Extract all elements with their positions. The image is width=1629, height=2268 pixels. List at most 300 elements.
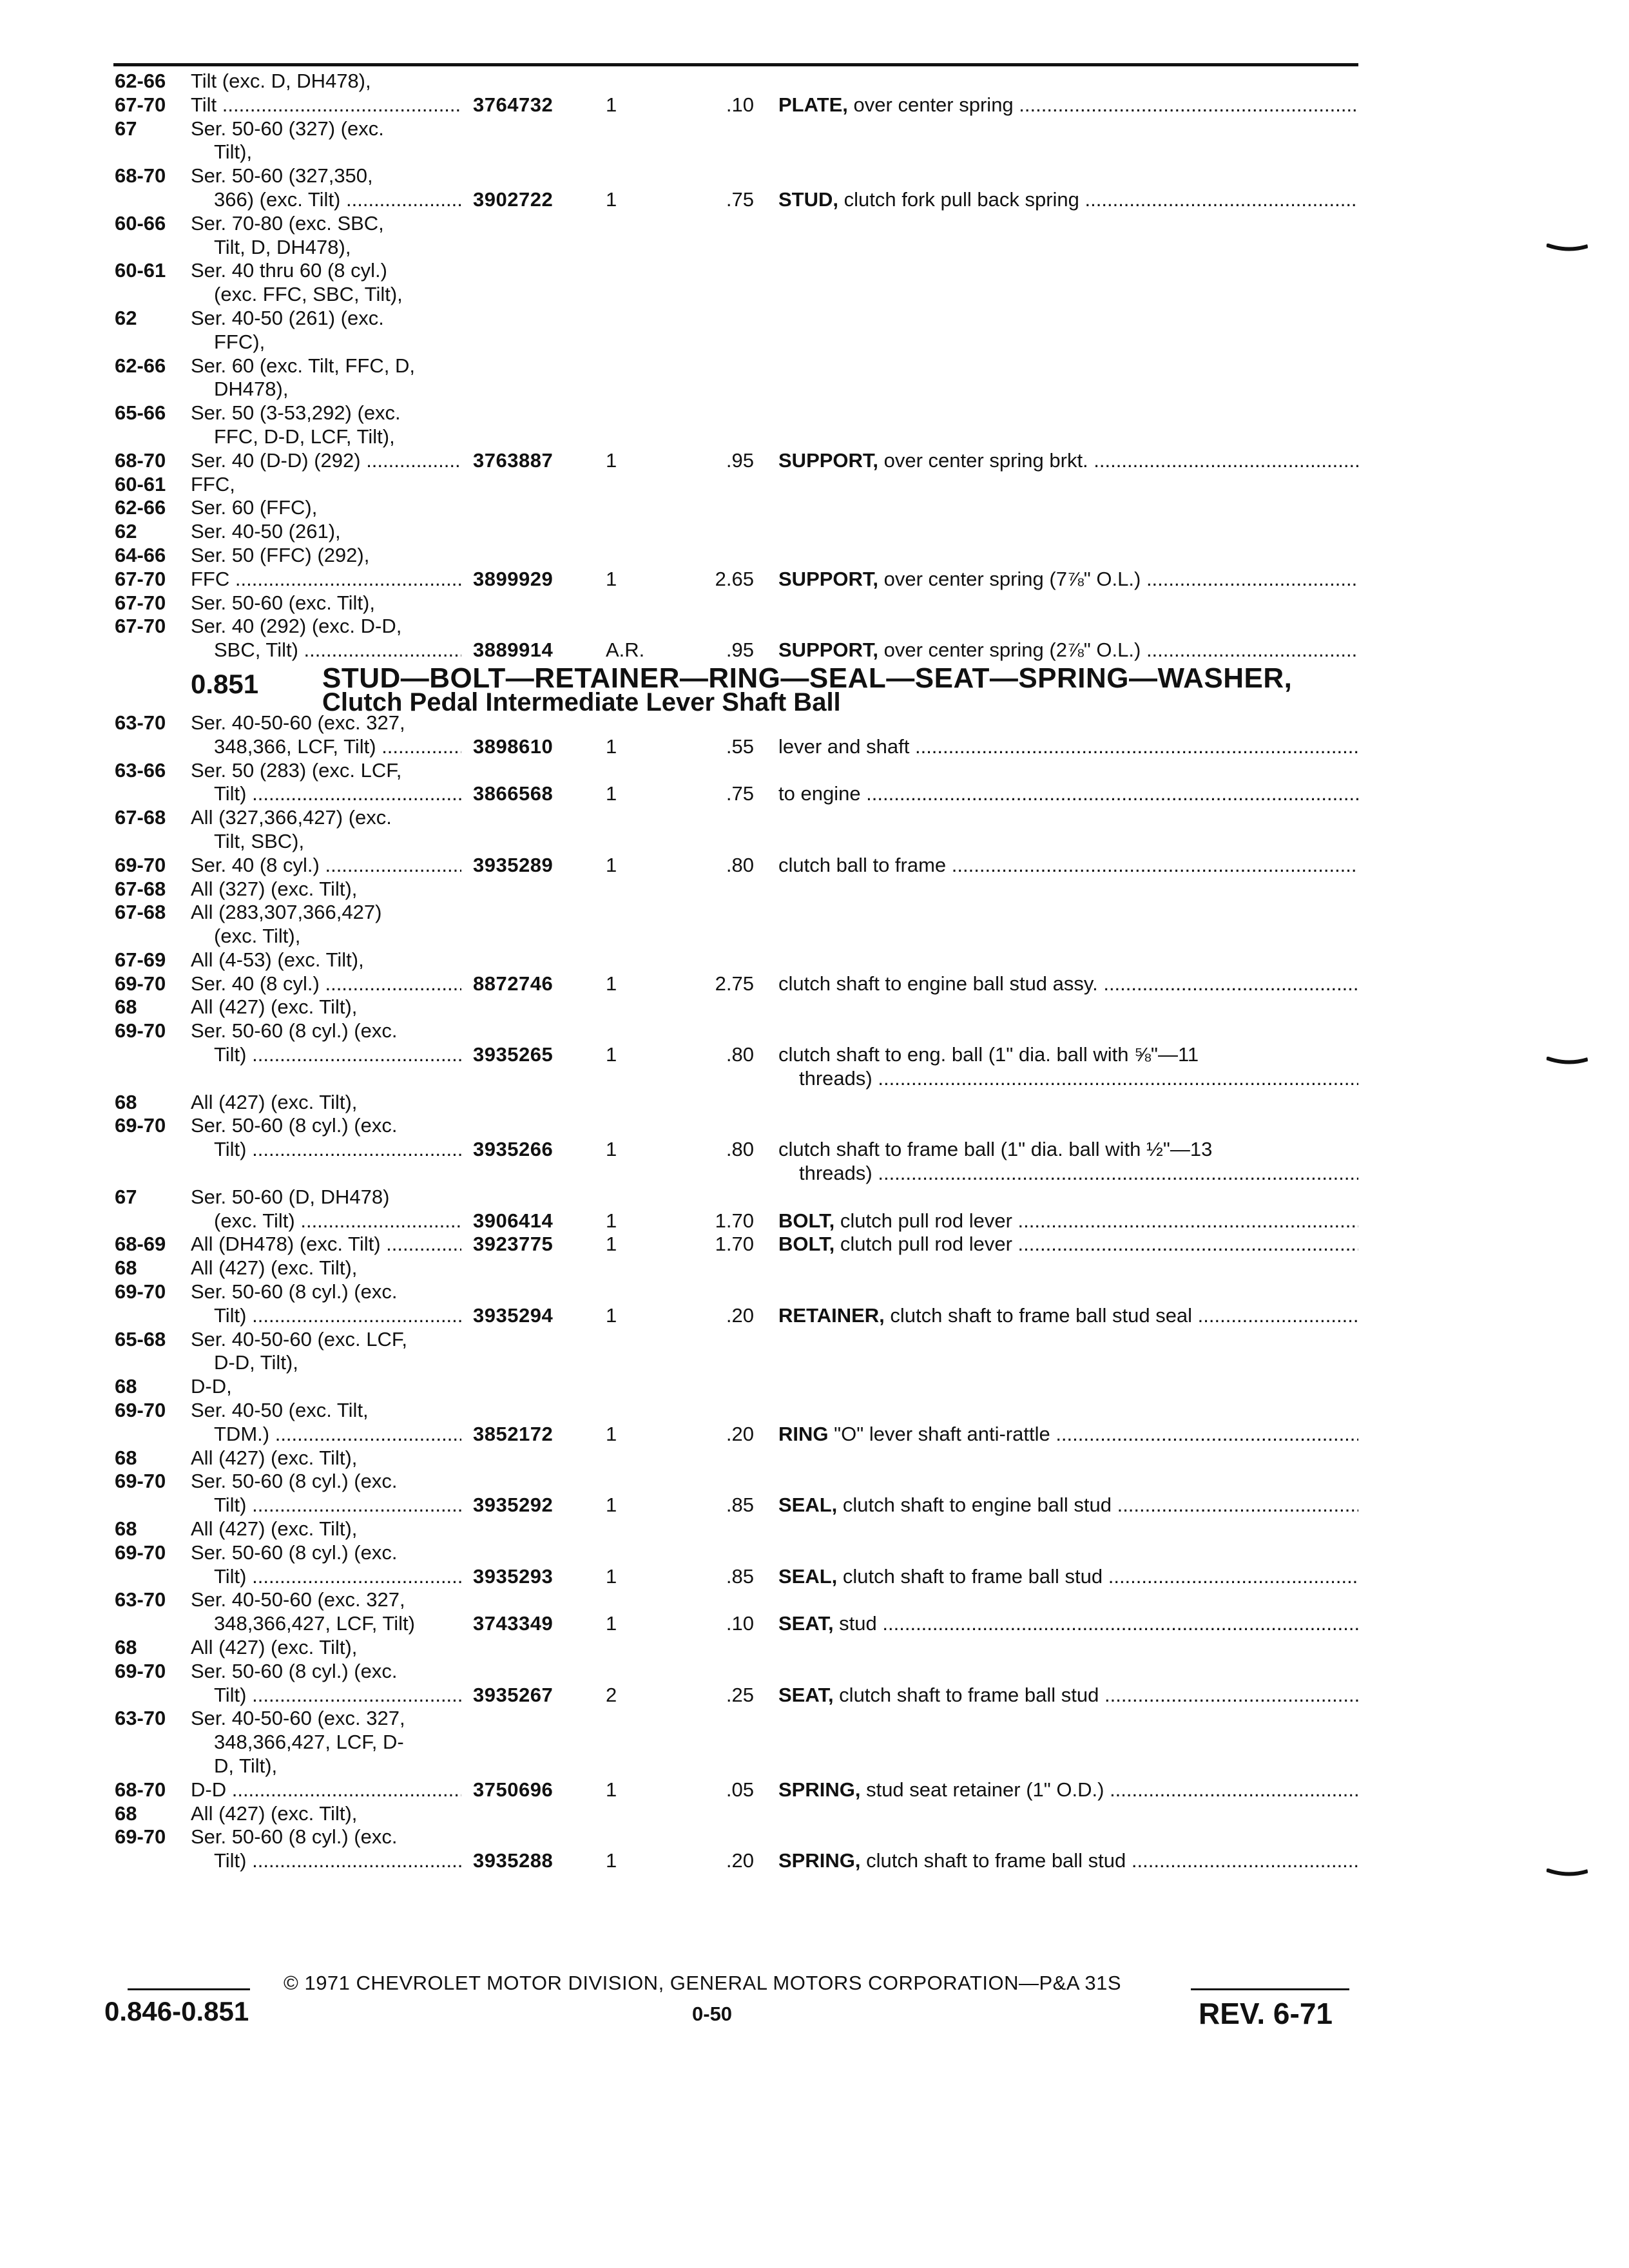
part-number: 3764732: [473, 93, 554, 116]
quantity: 1: [606, 1138, 617, 1161]
table-row: [0, 425, 1629, 449]
footer-copyright: © 1971 CHEVROLET MOTOR DIVISION, GENERAL MOTORS CORPORATION—P&A 31S: [284, 1972, 1122, 1994]
table-row: [0, 1470, 1629, 1494]
description-noun: SUPPORT,: [778, 448, 879, 472]
price: .10: [726, 1612, 754, 1635]
table-row: [0, 1802, 1629, 1826]
table-row: [0, 1091, 1629, 1115]
table-row: [0, 1280, 1629, 1304]
description-text: threads) .....: [799, 1067, 1358, 1090]
description: [778, 854, 1358, 878]
table-row: [0, 93, 1629, 117]
application: Tilt),: [214, 140, 253, 164]
table-row: [0, 1423, 1629, 1446]
description: [778, 1494, 1358, 1517]
model-years: 62-66: [115, 70, 166, 92]
table-row: [0, 1660, 1629, 1684]
table-row: [0, 972, 1629, 996]
part-number: 3923775: [473, 1233, 554, 1256]
description: [778, 449, 1358, 473]
table-row: [0, 711, 1629, 735]
part-number: 3935293: [473, 1564, 554, 1588]
model-years: 69-70: [115, 853, 166, 876]
table-row: [0, 1565, 1629, 1589]
price: 2.75: [715, 972, 754, 995]
model-years: 67-69: [115, 948, 166, 971]
model-years: 68: [115, 1375, 137, 1398]
table-row: [0, 236, 1629, 260]
description-text: clutch pull rod lever .....: [834, 1233, 1358, 1255]
table-row: [0, 1707, 1629, 1731]
part-number: 3935292: [473, 1494, 554, 1517]
model-years: 68: [115, 1446, 137, 1469]
model-years: 67: [115, 117, 137, 140]
application: Ser. 50 (FFC) (292),: [191, 543, 370, 566]
description: [778, 1233, 1358, 1256]
application: Ser. 50-60 (8 cyl.) (exc.: [191, 1825, 398, 1849]
description: [778, 93, 1358, 117]
table-row: [0, 520, 1629, 544]
quantity: 1: [606, 187, 617, 211]
description-text: to engine .....: [778, 782, 1358, 805]
parts-list: [0, 70, 1629, 1873]
table-row: [0, 259, 1629, 283]
model-years: 69-70: [115, 1470, 166, 1493]
table-row: [0, 1825, 1629, 1849]
application: All (283,307,366,427): [191, 901, 382, 924]
table-row: [0, 1778, 1629, 1802]
table-row: [0, 1138, 1629, 1162]
application: Tilt) .....: [214, 782, 461, 806]
application: Tilt) .....: [214, 1565, 461, 1589]
part-number: 3902722: [473, 187, 554, 211]
section-heading: [0, 662, 1629, 716]
model-years: 67: [115, 1185, 137, 1208]
table-row: [0, 1043, 1629, 1067]
model-years: 69-70: [115, 1280, 166, 1303]
quantity: 2: [606, 1683, 617, 1706]
application: TDM.) .....: [214, 1423, 461, 1446]
quantity: 1: [606, 1849, 617, 1872]
application: All (427) (exc. Tilt),: [191, 1090, 358, 1113]
quantity: 1: [606, 782, 617, 805]
application: All (427) (exc. Tilt),: [191, 1636, 358, 1658]
price: 2.65: [715, 567, 754, 590]
application: 348,366,427, LCF, Tilt): [214, 1612, 415, 1635]
model-years: 69-70: [115, 972, 166, 995]
description-text: stud .....: [834, 1612, 1358, 1635]
application: Tilt, D, DH478),: [214, 235, 351, 258]
application: FFC),: [214, 330, 265, 353]
model-years: 60-61: [115, 472, 166, 495]
description-text: "O" lever shaft anti-rattle .....: [829, 1423, 1359, 1445]
table-row: [0, 1849, 1629, 1873]
description-text: over center spring (7⅞" O.L.) .....: [878, 568, 1358, 590]
model-years: 68: [115, 1636, 137, 1658]
application: FFC,: [191, 472, 235, 495]
price: .55: [726, 735, 754, 758]
table-row: [0, 1067, 1629, 1091]
description-text: clutch ball to frame .....: [778, 854, 1358, 876]
quantity: 1: [606, 448, 617, 472]
quantity: 1: [606, 1043, 617, 1066]
part-number: 3889914: [473, 639, 554, 662]
price: .75: [726, 187, 754, 211]
description: [778, 782, 1358, 806]
application: Ser. 50-60 (8 cyl.) (exc.: [191, 1470, 398, 1493]
description-noun: STUD,: [778, 187, 838, 211]
table-row: [0, 1019, 1629, 1043]
application: Ser. 50-60 (8 cyl.) (exc.: [191, 1280, 398, 1303]
model-years: 69-70: [115, 1114, 166, 1137]
description: [778, 1684, 1358, 1707]
quantity: 1: [606, 1303, 617, 1327]
description-noun: PLATE,: [778, 93, 848, 116]
table-row: [0, 639, 1629, 662]
section-subtitle: Clutch Pedal Intermediate Lever Shaft Ball: [322, 687, 841, 716]
model-years: 60-66: [115, 211, 166, 235]
table-row: [0, 759, 1629, 783]
table-row: [0, 568, 1629, 591]
table-row: [0, 140, 1629, 164]
table-row: [0, 1375, 1629, 1399]
application: Ser. 40 (292) (exc. D-D,: [191, 615, 402, 638]
application: Ser. 50-60 (8 cyl.) (exc.: [191, 1114, 398, 1137]
application: Ser. 40 (D-D) (292) .....: [191, 449, 461, 473]
footer-rule-left: [128, 1988, 250, 1990]
price: .25: [726, 1683, 754, 1706]
model-years: 68-70: [115, 164, 166, 187]
model-years: 62: [115, 520, 137, 543]
model-years: 67-70: [115, 615, 166, 638]
model-years: 68: [115, 1517, 137, 1541]
description-text: clutch shaft to frame ball stud seal .....: [885, 1304, 1358, 1327]
quantity: 1: [606, 735, 617, 758]
price: .75: [726, 782, 754, 805]
application: 348,366,427, LCF, D-: [214, 1731, 404, 1754]
price: .85: [726, 1494, 754, 1517]
table-row: [0, 1731, 1629, 1754]
price: .85: [726, 1564, 754, 1588]
application: D-D .....: [191, 1778, 461, 1802]
part-number: 8872746: [473, 972, 554, 995]
description: [778, 1612, 1358, 1636]
description-text: clutch shaft to frame ball (1" dia. ball with ½"—13: [778, 1138, 1213, 1161]
model-years: 60-61: [115, 259, 166, 282]
description-text: stud seat retainer (1" O.D.) .....: [860, 1778, 1358, 1801]
footer-section-range: 0.846-0.851: [104, 1996, 249, 2026]
part-number: 3935294: [473, 1303, 554, 1327]
model-years: 68: [115, 1802, 137, 1825]
application: 348,366, LCF, Tilt) .....: [214, 735, 461, 759]
application: Tilt .....: [191, 93, 461, 117]
quantity: 1: [606, 1564, 617, 1588]
table-row: [0, 735, 1629, 759]
description-noun: SUPPORT,: [778, 639, 879, 662]
application: Tilt) .....: [214, 1043, 461, 1067]
description: [778, 1209, 1358, 1233]
section-code: 0.851: [191, 668, 259, 699]
part-number: 3898610: [473, 735, 554, 758]
description: [778, 1138, 1358, 1162]
table-row: [0, 164, 1629, 188]
description: [778, 972, 1358, 996]
part-number: 3906414: [473, 1209, 554, 1232]
model-years: 67-68: [115, 901, 166, 924]
application: All (427) (exc. Tilt),: [191, 1256, 358, 1280]
application: Ser. 40-50 (exc. Tilt,: [191, 1399, 369, 1422]
model-years: 65-68: [115, 1327, 166, 1350]
application: Ser. 50-60 (327) (exc.: [191, 117, 384, 140]
application: (exc. FFC, SBC, Tilt),: [214, 283, 403, 306]
description: [778, 735, 1358, 759]
application: All (4-53) (exc. Tilt),: [191, 948, 364, 971]
table-row: [0, 1541, 1629, 1565]
edge-tab-mark: [1547, 1057, 1588, 1063]
part-number: 3935267: [473, 1683, 554, 1706]
application: Tilt) .....: [214, 1138, 461, 1162]
description-continued: [799, 1067, 1358, 1091]
model-years: 63-70: [115, 1588, 166, 1611]
description-noun: SEAL,: [778, 1564, 838, 1588]
application: All (DH478) (exc. Tilt) .....: [191, 1233, 461, 1256]
table-row: [0, 615, 1629, 639]
application: D-D,: [191, 1375, 232, 1398]
model-years: 69-70: [115, 1541, 166, 1564]
model-years: 69-70: [115, 1659, 166, 1682]
application: DH478),: [214, 378, 289, 401]
table-row: [0, 307, 1629, 331]
application: Tilt) .....: [214, 1304, 461, 1328]
description-noun: RETAINER,: [778, 1303, 885, 1327]
edge-tab-mark: [1547, 244, 1588, 250]
application: Ser. 40-50-60 (exc. 327,: [191, 1588, 405, 1611]
application: All (427) (exc. Tilt),: [191, 995, 358, 1019]
model-years: 63-70: [115, 711, 166, 734]
part-number: 3743349: [473, 1612, 554, 1635]
model-years: 68-70: [115, 448, 166, 472]
quantity: 1: [606, 567, 617, 590]
part-number: 3852172: [473, 1422, 554, 1445]
price: .95: [726, 639, 754, 662]
model-years: 69-70: [115, 1825, 166, 1849]
footer-page-number: 0-50: [692, 2003, 733, 2025]
model-years: 68-70: [115, 1778, 166, 1801]
model-years: 67-70: [115, 93, 166, 116]
description: [778, 1423, 1358, 1446]
price: .80: [726, 1043, 754, 1066]
application: Ser. 40-50 (261),: [191, 520, 341, 543]
table-row: [0, 544, 1629, 568]
model-years: 67-68: [115, 806, 166, 829]
part-number: 3935289: [473, 853, 554, 876]
table-row: [0, 1636, 1629, 1660]
description-text: clutch shaft to frame ball stud .....: [834, 1684, 1358, 1706]
table-row: [0, 1446, 1629, 1470]
model-years: 67-70: [115, 591, 166, 614]
description-noun: SEAT,: [778, 1612, 834, 1635]
application: Ser. 50-60 (8 cyl.) (exc.: [191, 1541, 398, 1564]
description: [778, 1849, 1358, 1873]
application: Ser. 40-50-60 (exc. LCF,: [191, 1327, 407, 1350]
table-row: [0, 948, 1629, 972]
application: Tilt) .....: [214, 1494, 461, 1517]
application: Ser. 40-50-60 (exc. 327,: [191, 711, 405, 734]
application: Ser. 40-50-60 (exc. 327,: [191, 1707, 405, 1730]
quantity: 1: [606, 1233, 617, 1256]
quantity: 1: [606, 1494, 617, 1517]
table-row: [0, 1754, 1629, 1778]
application: Tilt) .....: [214, 1849, 461, 1873]
application: Ser. 50-60 (327,350,: [191, 164, 373, 187]
application: (exc. Tilt),: [214, 925, 301, 948]
top-rule: [113, 63, 1358, 66]
quantity: 1: [606, 1209, 617, 1232]
description: [778, 1565, 1358, 1589]
table-row: [0, 331, 1629, 354]
description-noun: BOLT,: [778, 1209, 835, 1232]
description-noun: SUPPORT,: [778, 567, 879, 590]
application: Ser. 70-80 (exc. SBC,: [191, 211, 384, 235]
price: 1.70: [715, 1209, 754, 1232]
footer-rule-right: [1191, 1988, 1349, 1990]
model-years: 63-70: [115, 1707, 166, 1730]
table-row: [0, 806, 1629, 830]
description-text: clutch shaft to eng. ball (1" dia. ball with ⅝"—11: [778, 1043, 1199, 1066]
table-row: [0, 354, 1629, 378]
description-noun: RING: [778, 1422, 829, 1445]
application: All (427) (exc. Tilt),: [191, 1446, 358, 1469]
application: Tilt, SBC),: [214, 829, 305, 852]
table-row: [0, 378, 1629, 401]
quantity: 1: [606, 1422, 617, 1445]
description-text: over center spring brkt. .....: [878, 449, 1358, 472]
table-row: [0, 1209, 1629, 1233]
description-text: clutch shaft to engine ball stud assy. .....: [778, 972, 1358, 995]
price: .20: [726, 1422, 754, 1445]
application: D, Tilt),: [214, 1754, 278, 1777]
application: All (427) (exc. Tilt),: [191, 1517, 358, 1541]
table-row: [0, 283, 1629, 307]
table-row: [0, 925, 1629, 948]
table-row: [0, 1256, 1629, 1280]
table-row: [0, 1186, 1629, 1209]
description-text: clutch fork pull back spring .....: [838, 188, 1358, 211]
table-row: [0, 1399, 1629, 1423]
application: Tilt (exc. D, DH478),: [191, 70, 371, 92]
table-row: [0, 473, 1629, 497]
table-row: [0, 1494, 1629, 1517]
model-years: 69-70: [115, 1019, 166, 1043]
table-row: [0, 1517, 1629, 1541]
description: [778, 1304, 1358, 1328]
description: [778, 1043, 1358, 1067]
description-continued: [799, 1162, 1358, 1186]
description-noun: SEAL,: [778, 1494, 838, 1517]
description: [778, 568, 1358, 591]
table-row: [0, 70, 1629, 93]
table-row: [0, 117, 1629, 141]
part-number: 3899929: [473, 567, 554, 590]
application: Ser. 50-60 (8 cyl.) (exc.: [191, 1659, 398, 1682]
footer-revision: REV. 6-71: [1199, 1997, 1333, 2030]
model-years: 62-66: [115, 496, 166, 519]
quantity: 1: [606, 972, 617, 995]
application: (exc. Tilt) .....: [214, 1209, 461, 1233]
quantity: 1: [606, 1612, 617, 1635]
table-row: [0, 1114, 1629, 1138]
description-noun: SPRING,: [778, 1778, 861, 1801]
description-text: threads) .....: [799, 1162, 1358, 1184]
description-noun: BOLT,: [778, 1233, 835, 1256]
description: [778, 1778, 1358, 1802]
description-text: lever and shaft .....: [778, 735, 1358, 758]
table-row: [0, 854, 1629, 878]
part-number: 3750696: [473, 1778, 554, 1801]
table-row: [0, 782, 1629, 806]
table-row: [0, 1588, 1629, 1612]
model-years: 62: [115, 306, 137, 329]
part-number: 3935288: [473, 1849, 554, 1872]
application: Ser. 40 thru 60 (8 cyl.): [191, 259, 387, 282]
part-number: 3763887: [473, 448, 554, 472]
quantity: 1: [606, 1778, 617, 1801]
table-row: [0, 830, 1629, 854]
table-row: [0, 1328, 1629, 1352]
price: 1.70: [715, 1233, 754, 1256]
section-title: STUD—BOLT—RETAINER—RING—SEAL—SEAT—SPRING—WASHER,: [322, 662, 1293, 694]
part-number: 3935265: [473, 1043, 554, 1066]
application: Ser. 40 (8 cyl.) .....: [191, 854, 461, 878]
description-text: clutch pull rod lever .....: [834, 1209, 1358, 1232]
application: Ser. 40-50 (261) (exc.: [191, 306, 384, 329]
table-row: [0, 449, 1629, 473]
description-text: over center spring .....: [848, 93, 1358, 116]
model-years: 69-70: [115, 1399, 166, 1422]
model-years: 68: [115, 1090, 137, 1113]
quantity: 1: [606, 853, 617, 876]
table-row: [0, 1351, 1629, 1375]
application: Ser. 50-60 (D, DH478): [191, 1185, 390, 1208]
application: All (327,366,427) (exc.: [191, 806, 392, 829]
model-years: 68: [115, 1256, 137, 1280]
price: .20: [726, 1303, 754, 1327]
model-years: 68: [115, 995, 137, 1019]
application: Tilt) .....: [214, 1684, 461, 1707]
description-text: clutch shaft to engine ball stud .....: [837, 1494, 1358, 1516]
description-text: clutch shaft to frame ball stud .....: [837, 1565, 1358, 1588]
table-row: [0, 995, 1629, 1019]
application: Ser. 50-60 (8 cyl.) (exc.: [191, 1019, 398, 1043]
table-row: [0, 496, 1629, 520]
application: All (427) (exc. Tilt),: [191, 1802, 358, 1825]
model-years: 68-69: [115, 1233, 166, 1256]
model-years: 67-68: [115, 877, 166, 900]
model-years: 63-66: [115, 758, 166, 782]
table-row: [0, 401, 1629, 425]
application: D-D, Tilt),: [214, 1351, 298, 1374]
price: .10: [726, 93, 754, 116]
price: .20: [726, 1849, 754, 1872]
table-row: [0, 1304, 1629, 1328]
model-years: 62-66: [115, 354, 166, 377]
description-noun: SEAT,: [778, 1683, 834, 1706]
application: SBC, Tilt) .....: [214, 639, 461, 662]
application: FFC .....: [191, 568, 461, 591]
price: .80: [726, 1138, 754, 1161]
quantity: 1: [606, 93, 617, 116]
application: Ser. 40 (8 cyl.) .....: [191, 972, 461, 996]
